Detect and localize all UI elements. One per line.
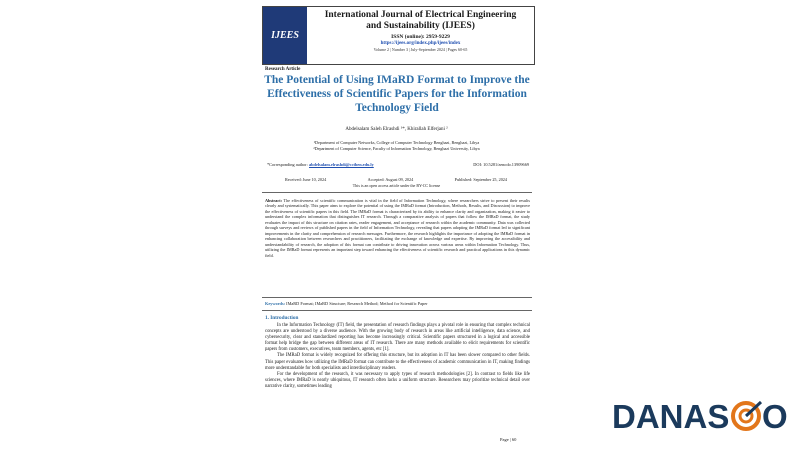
section-heading: 1. Introduction	[265, 315, 299, 321]
abstract-text: The effectiveness of scientific communication is vital in the field of Information Technology, where researchers strive to present their results clearly and systematically. This paper aims to explore the potential of using the IMRaD format (Introduction, Methods, Results, and Discussion) to improve the effectiveness of scientific papers in this field. The IMRaD format is characterized by its ability to enhance clarity and organization, making it easier to understand the complex information that distinguishes IT research. Through a comparative analysis of papers that follow the IMRaD format, the study evaluates the impact of this structure on citation rates, reader engagement, and acceptance of research within the academic community. Data was collected through surveys and reviews of published papers in the field of Information Technology, revealing that papers adopting the IMRaD format led to significant improvements in the clarity and comprehension of research messages. Furthermore, the research highlights the importance of adopting the IMRaD format in enhancing collaboration between researchers and practitioners, facilitating the exchange of knowledge and expertise. By improving the accessibility and understandability of research, the adoption of this format can contribute to driving innovation across various areas within Information Technology. Thus, utilizing the IMRaD format represents an important step toward enhancing the effectiveness of scientific research and practical applications in this dynamic field.	[265, 198, 530, 258]
published-date: Published: September 25, 2024	[454, 177, 507, 182]
paragraph-1: In the Information Technology (IT) field, the presentation of research findings plays a pivotal role in ensuring that complex technical concepts are understood by a diverse audience. With the growing body of research in areas like artificial intelligence, data science, and cybersecurity, clear and standardized reporting has become increasingly critical. Scientific papers structured in a logical and accessible format help bridge the gap between different areas of IT research. There are many methods available to elicit requirements for scientific papers from customers, executives, team members, agents, etc [1].	[265, 323, 530, 353]
paper-title-line2: Effectiveness of Scientific Papers for the Information	[267, 88, 527, 100]
paragraph-3: For the development of the research, it was necessary to apply types of research methodologies [2]. In contrast to fields like life sciences, where IMRaD is nearly ubiquitous, IT research often lacks a uniform structure. Researchers may prioritize technical detail over narrative clarity, sometimes leading	[265, 371, 530, 389]
journal-volume: Volume 2 | Number 3 | July-September 2024 | Pages 60-65	[373, 47, 468, 52]
journal-title-line2: and Sustainability (IJEES)	[366, 21, 475, 31]
keywords-text: IMaRD Format; IMaRD Structure; Research Method; Method for Scientific Paper	[286, 301, 428, 306]
keywords	[265, 301, 530, 306]
brand-text-right: O	[762, 398, 788, 434]
divider-top	[262, 192, 532, 193]
journal-title-line1: International Journal of Electrical Engineering	[324, 10, 517, 20]
affiliation-1: ¹Department of Computer Networks, College of Computer Technology Benghazi, Benghazi, Libya	[313, 140, 480, 145]
paragraph-2: The IMRaD format is widely recognized for offering this structure, but its adoption in IT has been slower compared to other fields. This paper evaluates how utilizing the IMRaD format can contribute to the effectiveness of academic communication in IT, making findings more understandable for both specialists and interdisciplinary readers.	[265, 353, 530, 371]
received-date: Received: June 10, 2024	[285, 177, 327, 182]
paper-title-line3: Technology Field	[355, 102, 439, 114]
keywords-label: Keywords:	[265, 301, 286, 306]
journal-header	[262, 6, 535, 65]
affiliation-2: ²Department of Computer Science, Faculty of Information Technology, Benghazi University, Libya	[313, 146, 480, 151]
authors: Abdelsalam Saleh Elrashdi ¹*, Khirallah Elferjani ²	[345, 127, 448, 132]
correspondence-row	[267, 162, 529, 167]
doi[interactable]: DOI: 10.5281/zenodo.13909669	[473, 162, 529, 167]
brand-target-icon	[733, 402, 761, 429]
journal-logo: IJEES	[263, 7, 307, 64]
open-access-note: This is an open access article under the BY-CC license	[352, 183, 441, 188]
danaseo-logo	[612, 398, 792, 434]
corresponding-author	[267, 162, 374, 167]
paper-page	[255, 0, 538, 450]
brand-text-left: DANAS	[612, 398, 730, 434]
abstract-label: Abstract:	[265, 198, 282, 203]
dates-row	[285, 177, 507, 182]
journal-issn: ISSN (online): 2959-9229	[391, 34, 450, 40]
corresponding-label: *Corresponding author:	[267, 162, 308, 167]
accepted-date: Accepted: August 09, 2024	[367, 177, 414, 182]
corresponding-email[interactable]: abdelsalam.elrashdi@cctben.edu.ly	[309, 162, 374, 167]
page-number: Page | 60	[500, 437, 517, 442]
paper-title-line1: The Potential of Using IMaRD Format to Improve the	[264, 74, 530, 86]
article-type: Research Article	[265, 67, 301, 72]
journal-url[interactable]: https://ijees.org/index.php/ijees/index	[380, 41, 461, 46]
divider-bottom	[262, 310, 532, 311]
abstract	[265, 198, 530, 258]
section-body	[265, 323, 530, 390]
divider-mid	[262, 297, 532, 298]
paper-title	[263, 73, 531, 115]
affiliations	[255, 140, 538, 152]
journal-header-text	[307, 7, 534, 64]
